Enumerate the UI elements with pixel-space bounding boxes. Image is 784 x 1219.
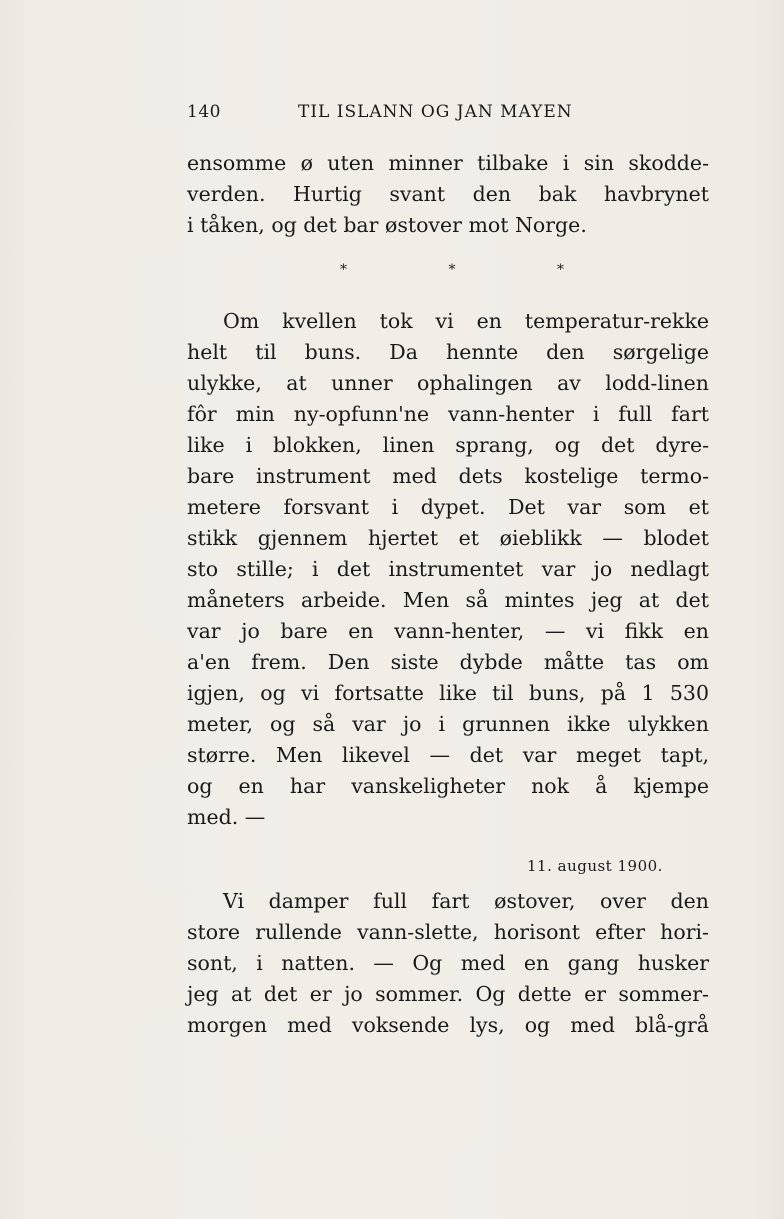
date-entry: 11. august 1900. [527,857,663,875]
text-line: igjen, og vi fortsatte like til buns, på 1 530 [187,681,709,705]
text-line: større. Men likevel — det var meget tapt, [187,743,709,767]
text-line: bare instrument med dets kostelige termo- [187,464,709,488]
text-line: var jo bare en vann-henter, — vi fikk en [187,619,709,643]
text-line: ulykke, at unner ophalingen av lodd-linen [187,371,709,395]
text-line: like i blokken, linen sprang, og det dyre- [187,433,709,457]
text-line: i tåken, og det bar østover mot Norge. [187,213,587,237]
text-line: ensomme ø uten minner tilbake i sin skodde- [187,151,709,175]
text-line: Vi damper full fart østover, over den [223,889,709,913]
text-line: måneters arbeide. Men så mintes jeg at det [187,588,709,612]
text-line: sont, i natten. — Og med en gang husker [187,951,709,975]
paragraph-morning [187,886,709,1041]
text-line: Om kvellen tok vi en temperatur-rekke [223,309,709,333]
text-line: helt til buns. Da hennte den sørgelige [187,340,709,364]
asterisk: * [448,262,456,278]
text-line: med. — [187,805,266,829]
paragraph-continued [187,148,709,241]
text-line: morgen med voksende lys, og med blå-grå [187,1013,709,1037]
text-line: store rullende vann-slette, horisont efter hori- [187,920,709,944]
paragraph-evening [187,306,709,833]
page-header [187,102,707,130]
text-line: fôr min ny-opfunn'ne vann-henter i full fart [187,402,709,426]
text-line: verden. Hurtig svant den bak havbrynet [187,182,709,206]
text-line: a'en frem. Den siste dybde måtte tas om [187,650,709,674]
text-line: metere forsvant i dypet. Det var som et [187,495,709,519]
text-line: sto stille; i det instrumentet var jo nedlagt [187,557,709,581]
page-number: 140 [187,102,221,122]
asterisk: * [557,262,564,278]
text-line: meter, og så var jo i grunnen ikke ulykken [187,712,709,736]
section-break [340,262,564,282]
running-title: TIL ISLANN OG JAN MAYEN [298,102,573,122]
asterisk: * [340,262,347,278]
text-line: jeg at det er jo sommer. Og dette er sommer- [187,982,709,1006]
text-line: og en har vanskeligheter nok å kjempe [187,774,709,798]
text-line: stikk gjennem hjertet et øieblikk — blodet [187,526,709,550]
